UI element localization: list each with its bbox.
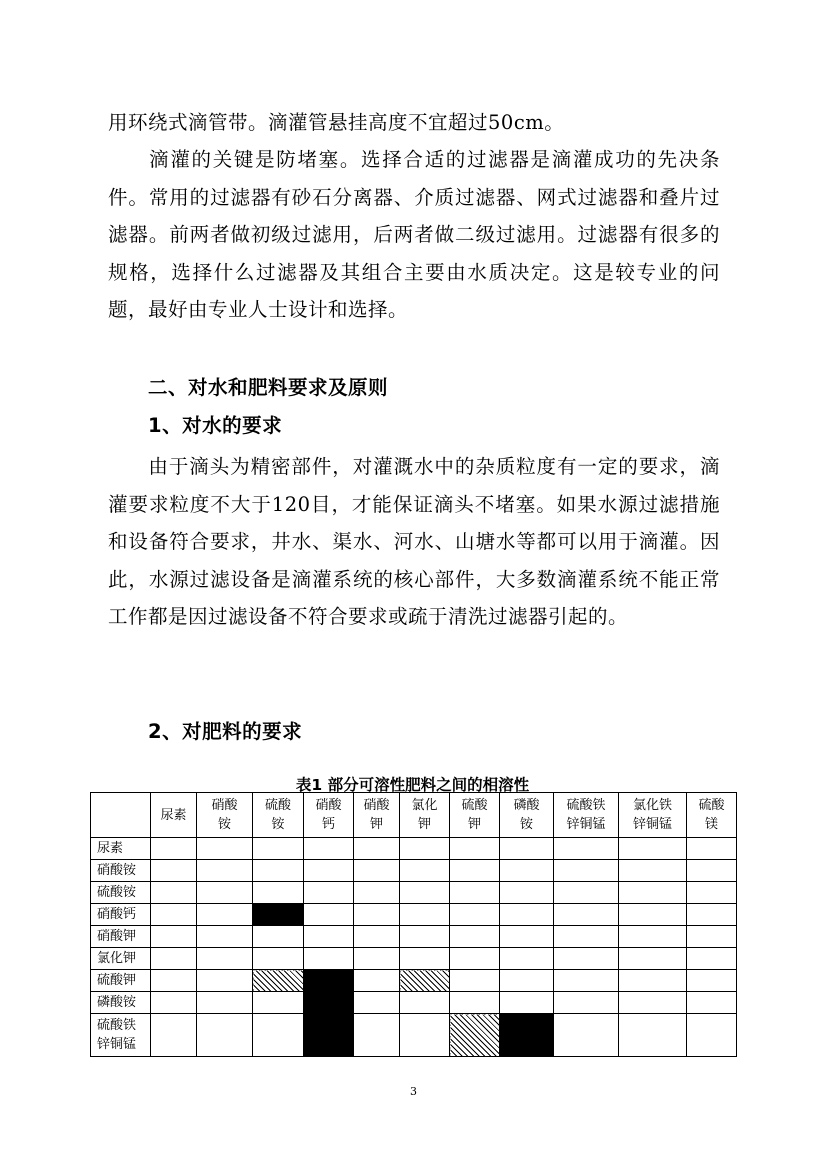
paragraph-water-requirements: 由于滴头为精密部件，对灌溉水中的杂质粒度有一定的要求，滴灌要求粒度不大于120目，才能保证滴头不堵塞。如果水源过滤措施和设备符合要求，井水、渠水、河水、山塘水等都可以用于滴灌。因此，水源过滤设备是滴灌系统的核心部件，大多数滴灌系统不能正常工作都是因过滤设备不符合要求或疏于清洗过滤器引起的。 [108,455,720,628]
incompatible-cell [500,1014,554,1057]
table-row [91,904,737,926]
column-header: 氯化铁 锌铜锰 [619,793,687,838]
compatible-cell [619,948,687,970]
header-corner-cell [91,793,151,838]
compatible-cell [400,838,450,860]
compatible-cell [151,1014,197,1057]
compatible-cell [554,926,619,948]
compatible-cell [151,926,197,948]
compatible-cell [500,904,554,926]
row-label: 硫酸钾 [91,970,151,992]
compatible-cell [253,948,304,970]
compatible-cell [450,882,500,904]
reduced-solubility-cell [400,970,450,992]
compatible-cell [619,970,687,992]
compatible-cell [304,904,354,926]
compatible-cell [354,904,400,926]
table-row [91,948,737,970]
compatible-cell [400,860,450,882]
compatible-cell [500,992,554,1014]
column-header: 硫酸 铵 [253,793,304,838]
subheading-fertilizer-requirements: 2、对肥料的要求 [148,720,303,743]
column-header: 硫酸 镁 [687,793,737,838]
table-caption: 表1 部分可溶性肥料之间的相溶性 [295,776,530,794]
table-header-row [91,793,737,838]
column-header: 硝酸 钙 [304,793,354,838]
compatible-cell [554,904,619,926]
compatible-cell [151,860,197,882]
compatible-cell [687,838,737,860]
compatible-cell [354,860,400,882]
compatible-cell [554,838,619,860]
row-label: 硫酸铁 锌铜锰 [91,1014,151,1057]
compatible-cell [197,860,253,882]
compatible-cell [450,970,500,992]
table-row [91,860,737,882]
column-header: 尿素 [151,793,197,838]
compatible-cell [151,948,197,970]
compatible-cell [500,838,554,860]
compatible-cell [500,860,554,882]
reduced-solubility-cell [450,1014,500,1057]
compatible-cell [687,970,737,992]
table-row [91,1014,737,1057]
row-label: 硝酸钙 [91,904,151,926]
fertilizer-compatibility-table [90,792,737,1057]
compatible-cell [253,860,304,882]
compatible-cell [304,838,354,860]
paragraph-dripline-height: 用环绕式滴管带。滴灌管悬挂高度不宜超过50cm。 [108,111,565,134]
incompatible-cell [304,970,354,992]
compatible-cell [500,948,554,970]
incompatible-cell [253,904,304,926]
compatible-cell [151,882,197,904]
compatible-cell [400,926,450,948]
compatible-cell [400,948,450,970]
compatible-cell [687,904,737,926]
compatible-cell [400,904,450,926]
compatible-cell [253,926,304,948]
compatible-cell [253,992,304,1014]
compatible-cell [500,882,554,904]
compatible-cell [450,838,500,860]
paragraph-filters: 滴灌的关键是防堵塞。选择合适的过滤器是滴灌成功的先决条件。常用的过滤器有砂石分离器、介质过滤器、网式过滤器和叠片过滤器。前两者做初级过滤用，后两者做二级过滤用。过滤器有很多的规格，选择什么过滤器及其组合主要由水质决定。这是较专业的问题，最好由专业人士设计和选择。 [108,148,720,321]
compatible-cell [304,948,354,970]
compatible-cell [687,992,737,1014]
compatible-cell [304,926,354,948]
compatible-cell [500,926,554,948]
compatible-cell [151,838,197,860]
compatible-cell [151,970,197,992]
table-row [91,838,737,860]
compatible-cell [151,992,197,1014]
row-label: 硝酸钾 [91,926,151,948]
compatible-cell [450,992,500,1014]
compatible-cell [151,904,197,926]
compatible-cell [354,838,400,860]
compatible-cell [619,860,687,882]
compatible-cell [253,882,304,904]
row-label: 氯化钾 [91,948,151,970]
compatible-cell [619,926,687,948]
compatible-cell [197,992,253,1014]
table-row [91,970,737,992]
compatible-cell [450,926,500,948]
compatible-cell [304,882,354,904]
compatible-cell [554,882,619,904]
compatible-cell [687,882,737,904]
row-label: 硫酸铵 [91,882,151,904]
compatible-cell [354,970,400,992]
compatible-cell [197,838,253,860]
compatible-cell [619,992,687,1014]
row-label: 尿素 [91,838,151,860]
compatible-cell [354,882,400,904]
compatible-cell [619,882,687,904]
compatible-cell [354,992,400,1014]
compatible-cell [554,948,619,970]
compatible-cell [687,948,737,970]
compatible-cell [619,838,687,860]
compatible-cell [400,882,450,904]
compatible-cell [253,1014,304,1057]
compatible-cell [197,948,253,970]
compatible-cell [197,926,253,948]
incompatible-cell [304,992,354,1014]
section-heading-water-fertilizer: 二、对水和肥料要求及原则 [148,376,389,399]
compatible-cell [450,860,500,882]
subheading-water-requirements: 1、对水的要求 [148,414,283,437]
compatible-cell [253,838,304,860]
page-number: 3 [410,1085,417,1098]
column-header: 磷酸 铵 [500,793,554,838]
compatible-cell [197,882,253,904]
compatible-cell [304,860,354,882]
compatible-cell [619,1014,687,1057]
compatible-cell [400,992,450,1014]
column-header: 氯化 钾 [400,793,450,838]
compatible-cell [500,970,554,992]
compatible-cell [400,1014,450,1057]
compatible-cell [687,1014,737,1057]
compatible-cell [197,970,253,992]
column-header: 硫酸 钾 [450,793,500,838]
compatible-cell [554,992,619,1014]
compatible-cell [354,1014,400,1057]
column-header: 硝酸 钾 [354,793,400,838]
compatible-cell [554,970,619,992]
table-row [91,882,737,904]
compatible-cell [687,860,737,882]
compatible-cell [554,860,619,882]
row-label: 硝酸铵 [91,860,151,882]
compatible-cell [554,1014,619,1057]
compatible-cell [450,904,500,926]
reduced-solubility-cell [253,970,304,992]
incompatible-cell [304,1014,354,1057]
compatible-cell [354,926,400,948]
column-header: 硫酸铁 锌铜锰 [554,793,619,838]
table-row [91,992,737,1014]
compatible-cell [687,926,737,948]
compatible-cell [354,948,400,970]
compatible-cell [450,948,500,970]
row-label: 磷酸铵 [91,992,151,1014]
compatible-cell [197,904,253,926]
compatible-cell [619,904,687,926]
table-row [91,926,737,948]
column-header: 硝酸 铵 [197,793,253,838]
compatible-cell [197,1014,253,1057]
